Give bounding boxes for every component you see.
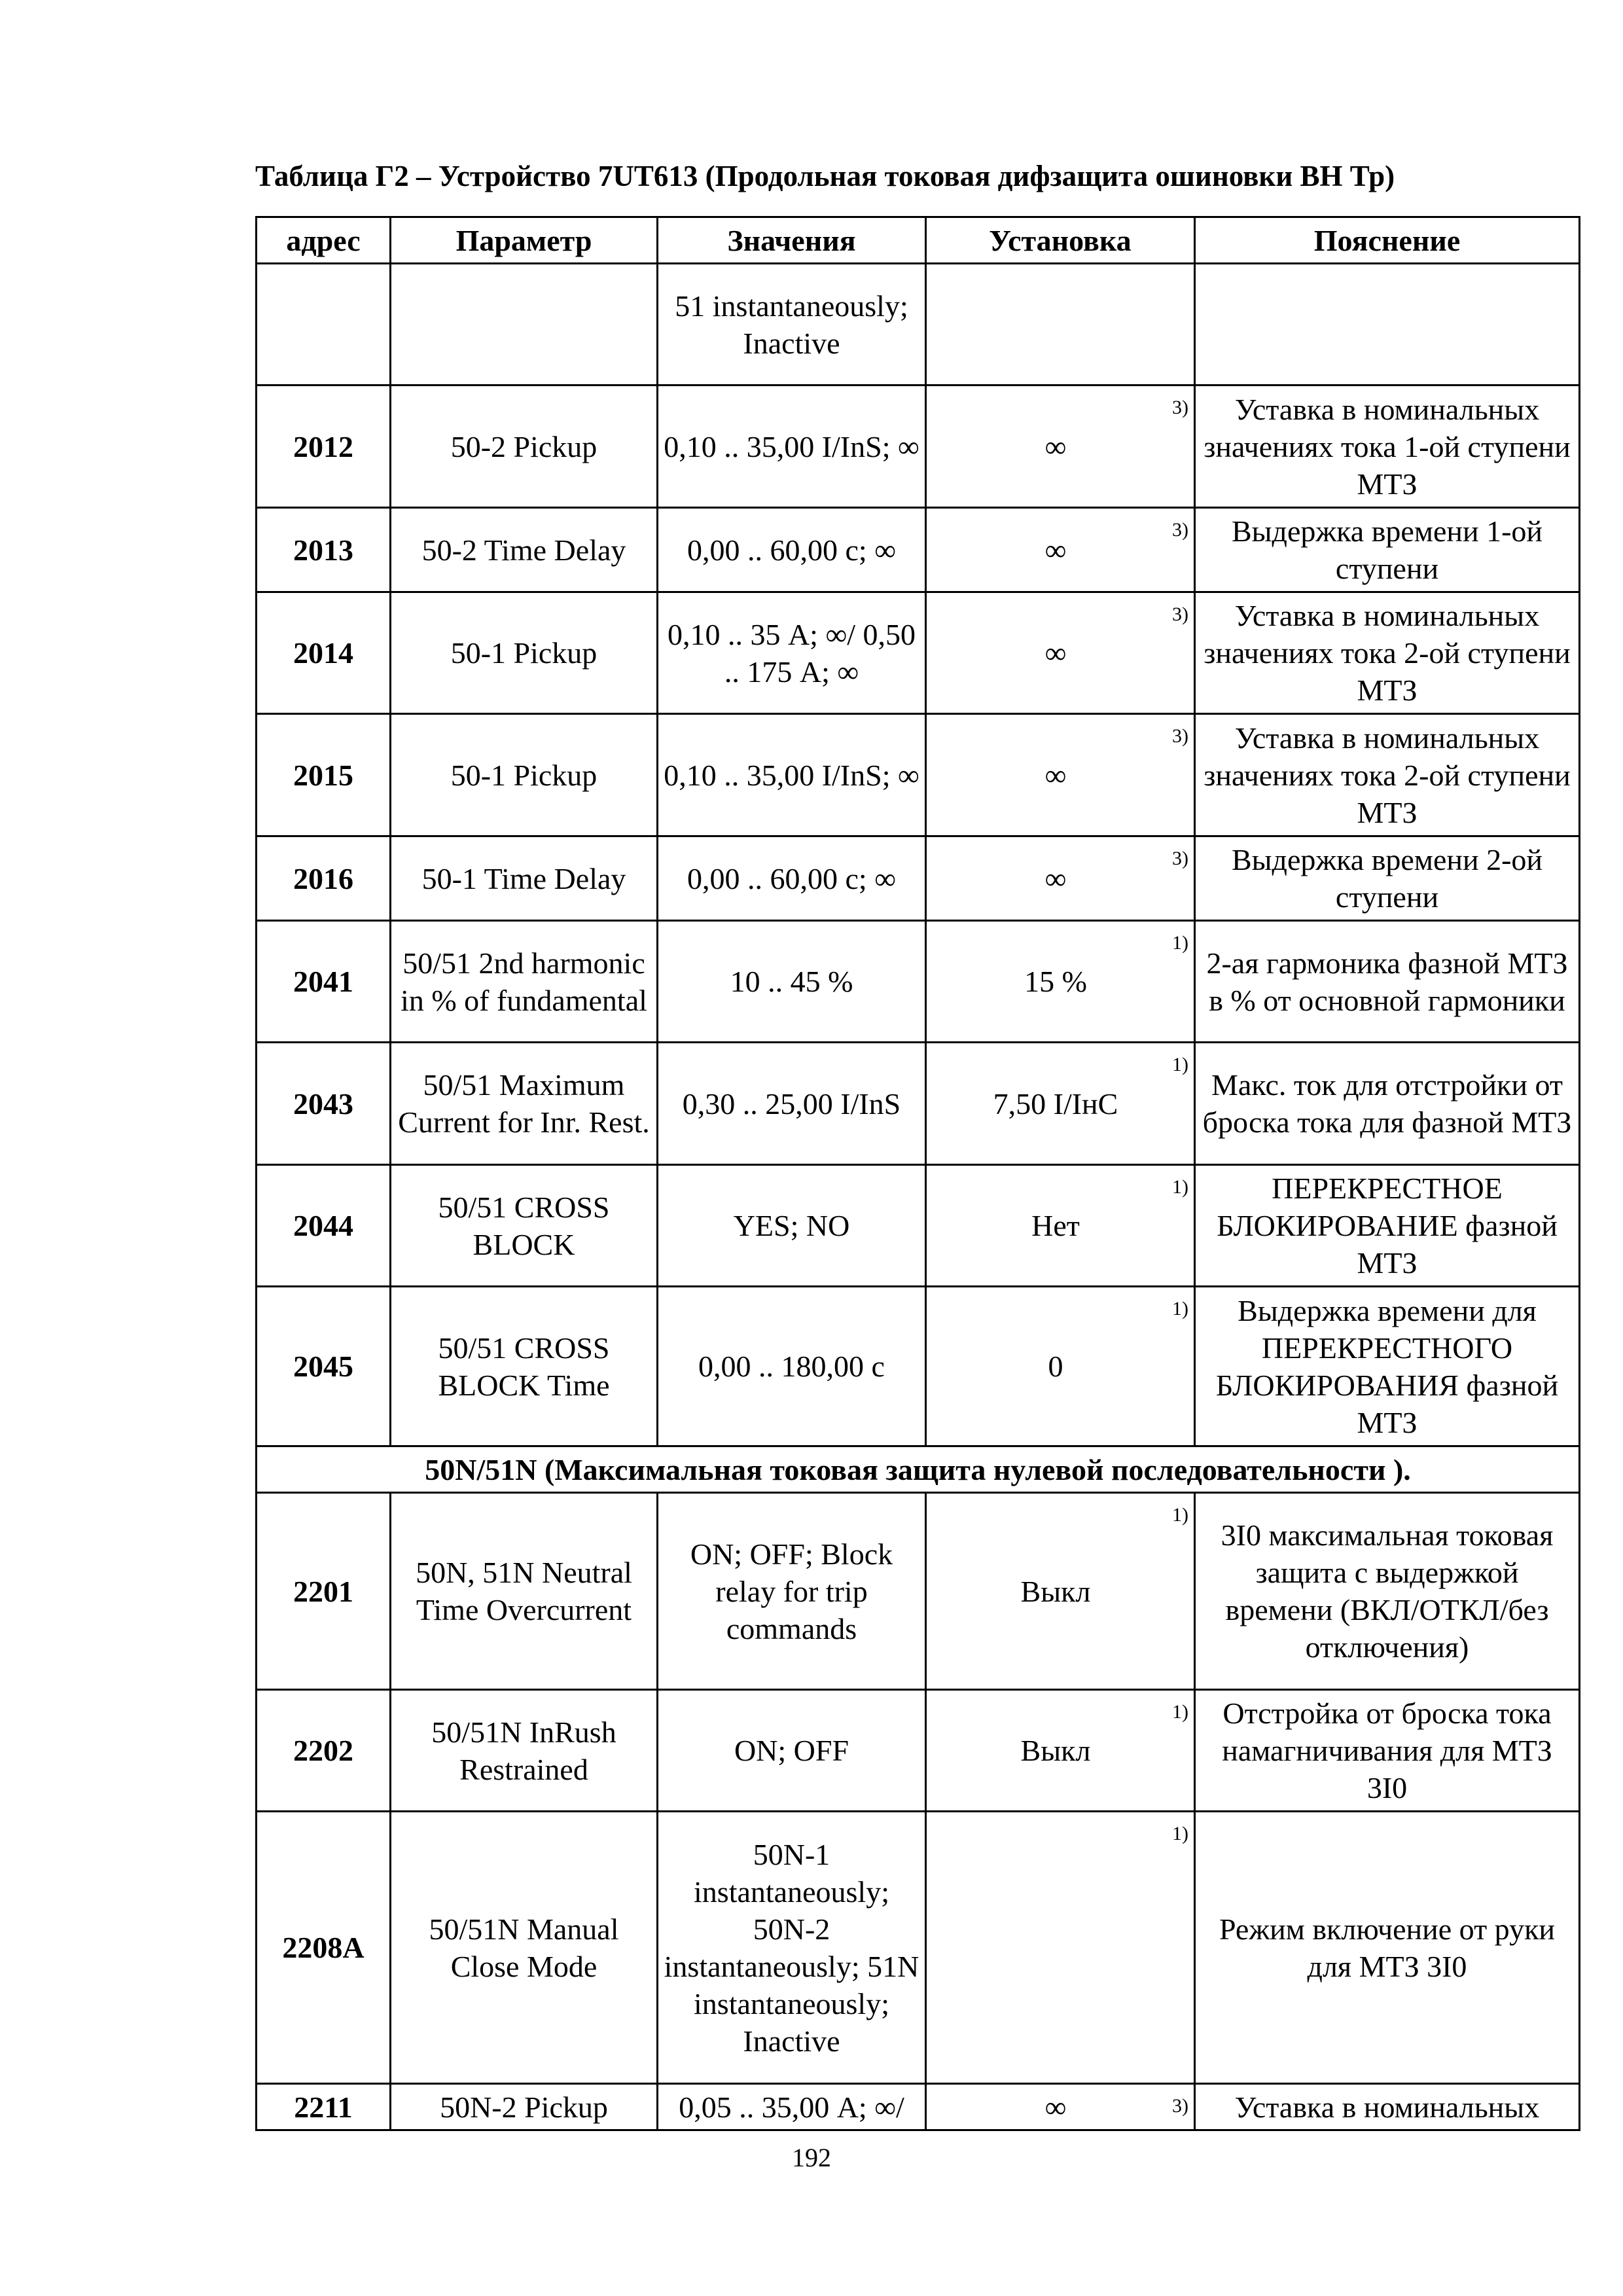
section-title	[257, 1446, 1580, 1493]
address-cell	[257, 1690, 391, 1812]
table-row	[257, 592, 1580, 714]
footnote-mark: 1)	[1172, 932, 1188, 954]
values-cell-text: 0,00 .. 60,00 с; ∞	[687, 533, 896, 567]
parameter-cell-text: 50N, 51N Neutral Time Overcurrent	[416, 1556, 632, 1626]
setting-cell-text: Выкл	[1020, 1574, 1091, 1608]
footnote-mark: 3)	[1172, 519, 1188, 541]
parameter-cell	[391, 1690, 658, 1812]
description-cell	[1195, 508, 1580, 592]
values-cell	[658, 264, 926, 386]
parameter-cell	[391, 386, 658, 508]
footnote-mark: 3)	[1172, 603, 1188, 625]
table-row	[257, 1812, 1580, 2084]
footnote-mark: 1)	[1172, 1823, 1188, 1844]
column-header-values-text: Значения	[727, 223, 856, 257]
footnote-mark: 3)	[1172, 848, 1188, 869]
footnote-mark: 3)	[1172, 725, 1188, 747]
address-cell-text: 2211	[294, 2090, 353, 2124]
parameter-cell-text: 50-1 Time Delay	[421, 861, 626, 895]
setting-cell-text: Нет	[1031, 1209, 1080, 1242]
address-cell-text: 2045	[293, 1350, 353, 1383]
table-row	[257, 1493, 1580, 1690]
description-cell-text: Режим включение от руки для МТЗ 3I0	[1219, 1912, 1556, 1983]
column-header-values	[658, 217, 926, 264]
setting-cell-text: ∞	[1044, 758, 1067, 792]
parameter-cell-text: 50/51N InRush Restrained	[431, 1715, 616, 1786]
table-header-row	[257, 217, 1580, 264]
description-cell-text: Выдержка времени для ПЕРЕКРЕСТНОГО БЛОКИРОВАНИЯ фазной МТЗ	[1215, 1293, 1559, 1439]
table-row	[257, 1165, 1580, 1287]
values-cell-text: 51 instantaneously; Inactive	[675, 289, 908, 360]
setting-cell	[926, 1165, 1195, 1287]
address-cell-text: 2043	[293, 1086, 353, 1121]
values-cell-text: 0,30 .. 25,00 I/InS	[682, 1086, 901, 1121]
column-header-setting-text: Установка	[989, 223, 1132, 257]
address-cell	[257, 1287, 391, 1446]
description-cell	[1195, 1165, 1580, 1287]
values-cell-text: 0,05 .. 35,00 А; ∞/	[679, 2090, 904, 2124]
address-cell	[257, 921, 391, 1043]
table-row	[257, 921, 1580, 1043]
values-cell	[658, 1493, 926, 1690]
setting-cell-text: ∞	[1044, 533, 1067, 567]
address-cell	[257, 1812, 391, 2084]
values-cell	[658, 921, 926, 1043]
description-cell-text: 3I0 максимальная токовая защита с выдержкой времени (ВКЛ/ОТКЛ/без отключения)	[1221, 1518, 1554, 1664]
footnote-mark: 1)	[1172, 1701, 1188, 1723]
parameter-cell	[391, 921, 658, 1043]
parameter-cell	[391, 1287, 658, 1446]
footnote-mark: 1)	[1172, 1504, 1188, 1526]
address-cell	[257, 836, 391, 921]
setting-cell	[926, 921, 1195, 1043]
column-header-setting	[926, 217, 1195, 264]
values-cell	[658, 1043, 926, 1165]
parameter-cell-text: 50/51N Manual Close Mode	[429, 1912, 619, 1983]
setting-cell-text: Выкл	[1020, 1734, 1091, 1767]
description-cell-text: Выдержка времени 1-ой ступени	[1231, 514, 1543, 585]
values-cell	[658, 1812, 926, 2084]
parameter-cell-text: 50/51 Maximum Current for Inr. Rest.	[398, 1068, 650, 1139]
description-cell	[1195, 1287, 1580, 1446]
parameter-cell	[391, 1493, 658, 1690]
parameter-cell-text: 50/51 2nd harmonic in % of fundamental	[401, 946, 647, 1017]
description-cell-text: Уставка в номинальных значениях тока 2-ой ступени МТЗ	[1204, 599, 1571, 707]
column-header-parameter-text: Параметр	[455, 223, 592, 257]
parameter-cell	[391, 1165, 658, 1287]
description-cell-text: Макс. ток для отстройки от броска тока для фазной МТЗ	[1202, 1068, 1572, 1139]
setting-cell-text: ∞	[1044, 429, 1067, 463]
values-cell	[658, 1690, 926, 1812]
parameter-cell	[391, 508, 658, 592]
values-cell-text: 50N-1 instantaneously; 50N-2 instantaneously; 51N instantaneously; Inactive	[664, 1837, 919, 2058]
values-cell-text: 0,00 .. 60,00 с; ∞	[687, 861, 896, 895]
section-row	[257, 1446, 1580, 1493]
setting-cell	[926, 508, 1195, 592]
setting-cell-text: ∞	[1044, 636, 1067, 670]
values-cell	[658, 386, 926, 508]
parameter-cell-text: 50-1 Pickup	[450, 636, 597, 670]
values-cell-text: 0,10 .. 35,00 I/InS; ∞	[664, 758, 919, 792]
parameter-cell	[391, 1812, 658, 2084]
setting-cell-text: 15 %	[1024, 965, 1087, 998]
description-cell-text: Уставка в номинальных значениях тока 1-ой ступени МТЗ	[1204, 392, 1571, 501]
description-cell	[1195, 264, 1580, 386]
address-cell	[257, 592, 391, 714]
description-cell	[1195, 714, 1580, 836]
setting-cell	[926, 836, 1195, 921]
description-cell	[1195, 836, 1580, 921]
values-cell	[658, 1287, 926, 1446]
address-cell-text: 2044	[293, 1209, 353, 1242]
description-cell-text: Уставка в номинальных значениях тока 2-ой ступени МТЗ	[1204, 721, 1571, 829]
description-cell-text: Выдержка времени 2-ой ступени	[1231, 843, 1543, 914]
address-cell	[257, 1493, 391, 1690]
table-row	[257, 2084, 1580, 2130]
parameter-cell	[391, 592, 658, 714]
address-cell	[257, 264, 391, 386]
description-cell	[1195, 386, 1580, 508]
settings-table	[255, 216, 1580, 2131]
footnote-mark: 3)	[1172, 397, 1188, 418]
setting-cell	[926, 386, 1195, 508]
address-cell-text: 2015	[293, 758, 353, 792]
values-cell-text: ON; OFF	[734, 1734, 849, 1767]
table-row	[257, 714, 1580, 836]
parameter-cell-text: 50-2 Pickup	[450, 429, 597, 463]
address-cell-text: 2208A	[282, 1931, 365, 1964]
description-cell	[1195, 1812, 1580, 2084]
description-cell	[1195, 1690, 1580, 1812]
parameter-cell-text: 50N-2 Pickup	[440, 2090, 608, 2124]
setting-cell-text: ∞	[1044, 861, 1067, 895]
description-cell	[1195, 2084, 1580, 2130]
address-cell	[257, 508, 391, 592]
address-cell-text: 2201	[293, 1574, 353, 1608]
parameter-cell	[391, 2084, 658, 2130]
address-cell-text: 2041	[293, 965, 353, 998]
parameter-cell-text: 50/51 CROSS BLOCK	[438, 1190, 610, 1261]
table-row	[257, 836, 1580, 921]
description-cell	[1195, 921, 1580, 1043]
address-cell-text: 2012	[293, 429, 353, 463]
values-cell-text: YES; NO	[733, 1209, 850, 1242]
parameter-cell	[391, 836, 658, 921]
setting-cell	[926, 1690, 1195, 1812]
values-cell	[658, 714, 926, 836]
description-cell	[1195, 592, 1580, 714]
setting-cell	[926, 1493, 1195, 1690]
values-cell-text: ON; OFF; Block relay for trip commands	[690, 1537, 893, 1645]
table-row	[257, 1287, 1580, 1446]
column-header-description	[1195, 217, 1580, 264]
address-cell	[257, 386, 391, 508]
address-cell	[257, 1043, 391, 1165]
setting-cell	[926, 1043, 1195, 1165]
parameter-cell	[391, 1043, 658, 1165]
footnote-mark: 1)	[1172, 1176, 1188, 1198]
parameter-cell	[391, 714, 658, 836]
setting-cell-text: 0	[1048, 1350, 1063, 1383]
footnote-mark: 3)	[1172, 2095, 1188, 2117]
address-cell-text: 2016	[293, 861, 353, 895]
table-row	[257, 1043, 1580, 1165]
parameter-cell-text: 50-1 Pickup	[450, 758, 597, 792]
values-cell	[658, 508, 926, 592]
address-cell-text: 2014	[293, 636, 353, 670]
parameter-cell	[391, 264, 658, 386]
setting-cell	[926, 592, 1195, 714]
values-cell-text: 0,10 .. 35 А; ∞/ 0,50 .. 175 А; ∞	[667, 617, 916, 689]
values-cell-text: 0,00 .. 180,00 с	[698, 1350, 885, 1383]
address-cell	[257, 2084, 391, 2130]
footnote-mark: 1)	[1172, 1298, 1188, 1319]
setting-cell	[926, 1812, 1195, 2084]
table-row	[257, 1690, 1580, 1812]
values-cell	[658, 592, 926, 714]
address-cell	[257, 714, 391, 836]
column-header-address	[257, 217, 391, 264]
address-cell	[257, 1165, 391, 1287]
values-cell-text: 10 .. 45 %	[730, 965, 853, 998]
description-cell	[1195, 1043, 1580, 1165]
address-cell-text: 2013	[293, 533, 353, 567]
setting-cell	[926, 1287, 1195, 1446]
description-cell-text: Уставка в номинальных	[1234, 2090, 1540, 2124]
page-number: 192	[792, 2143, 831, 2172]
values-cell	[658, 2084, 926, 2130]
table-row	[257, 264, 1580, 386]
column-header-description-text: Пояснение	[1313, 223, 1461, 257]
section-title-text: 50N/51N (Максимальная токовая защита нулевой последовательности ).	[425, 1452, 1411, 1486]
setting-cell	[926, 2084, 1195, 2130]
table-row	[257, 386, 1580, 508]
description-cell-text: 2-ая гармоника фазной МТЗ в % от основной гармоники	[1206, 946, 1568, 1017]
setting-cell	[926, 264, 1195, 386]
values-cell	[658, 1165, 926, 1287]
parameter-cell-text: 50-2 Time Delay	[421, 533, 626, 567]
description-cell-text: ПЕРЕКРЕСТНОЕ БЛОКИРОВАНИЕ фазной МТЗ	[1217, 1172, 1558, 1280]
table-caption: Таблица Г2 – Устройство 7UT613 (Продольная токовая дифзащита ошиновки ВН Тр)	[255, 160, 1395, 192]
address-cell-text: 2202	[293, 1734, 353, 1767]
table-row	[257, 508, 1580, 592]
footnote-mark: 1)	[1172, 1054, 1188, 1075]
setting-cell-text: 7,50 I/IнС	[993, 1086, 1118, 1121]
setting-cell-text: ∞	[1044, 2090, 1067, 2124]
values-cell-text: 0,10 .. 35,00 I/InS; ∞	[664, 429, 919, 463]
column-header-address-text: адрес	[286, 223, 361, 257]
parameter-cell-text: 50/51 CROSS BLOCK Time	[438, 1331, 610, 1402]
description-cell	[1195, 1493, 1580, 1690]
values-cell	[658, 836, 926, 921]
column-header-parameter	[391, 217, 658, 264]
description-cell-text: Отстройка от броска тока намагничивания для МТЗ 3I0	[1222, 1696, 1552, 1804]
setting-cell	[926, 714, 1195, 836]
